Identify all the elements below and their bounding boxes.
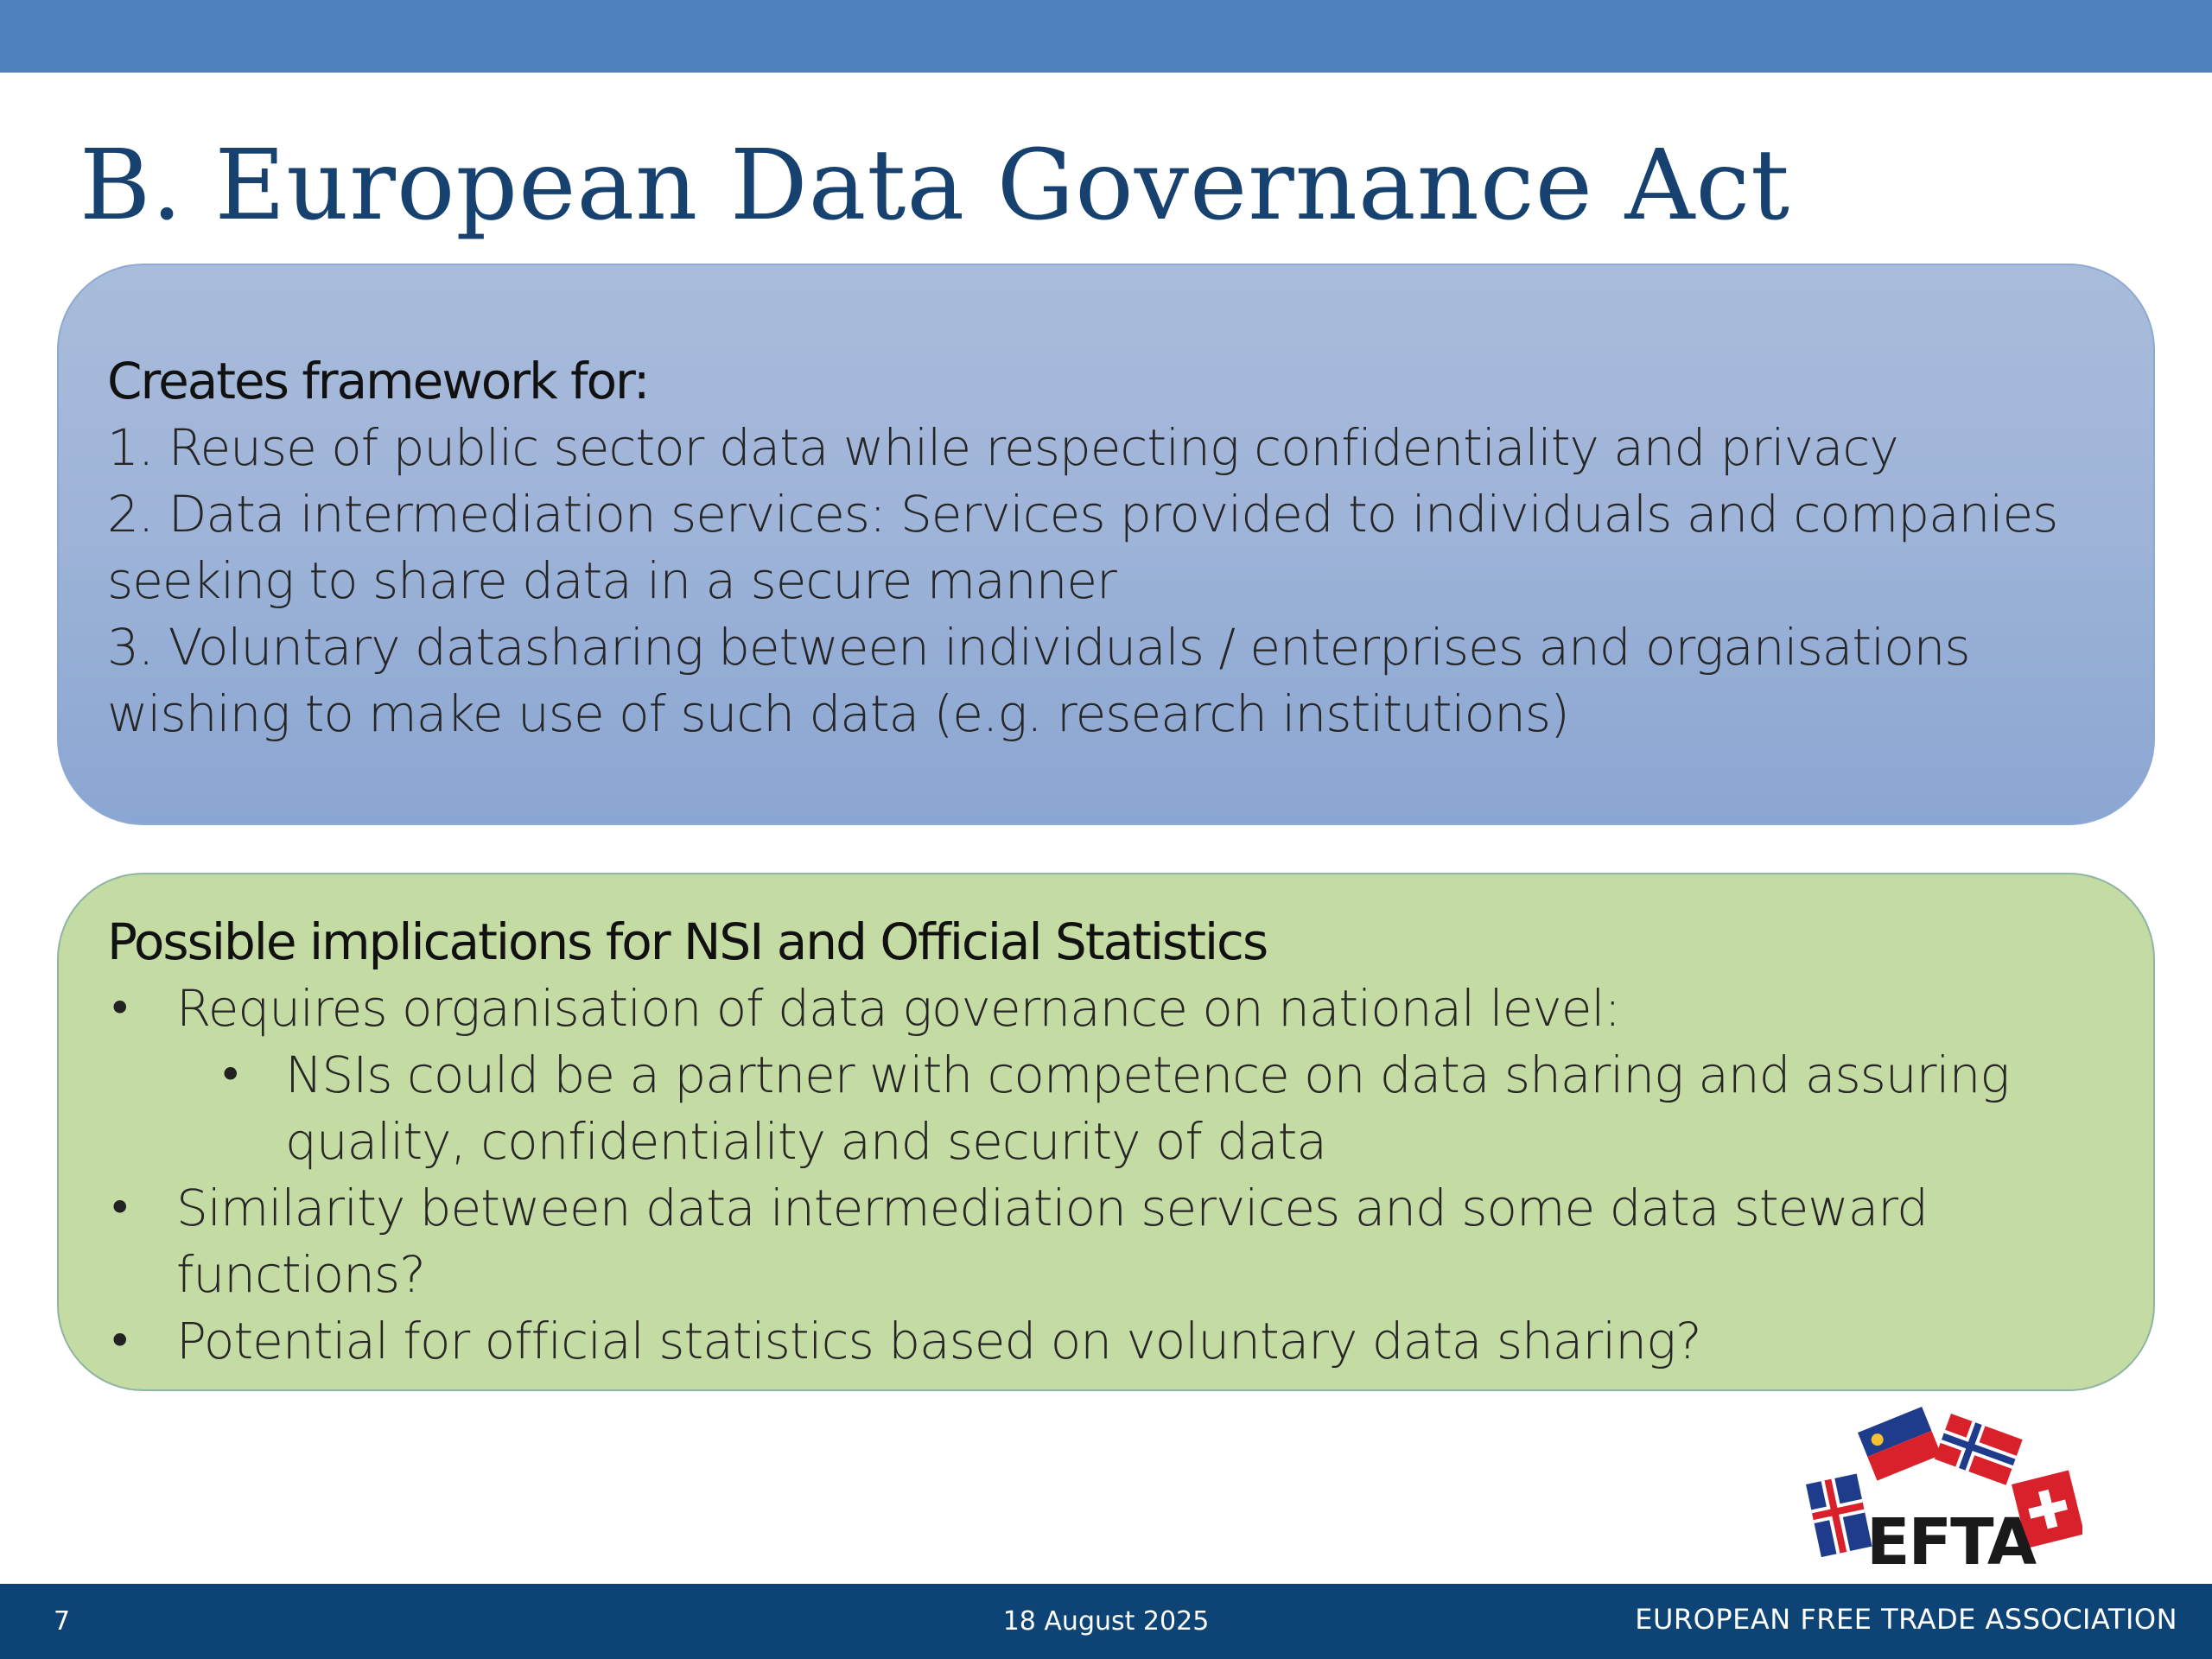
framework-line: seeking to share data in a secure manner [107, 551, 1116, 610]
bullet-icon: • [107, 983, 133, 1033]
footer-organisation: EUROPEAN FREE TRADE ASSOCIATION [1635, 1603, 2177, 1636]
framework-heading: Creates framework for: [107, 352, 649, 410]
implications-heading: Possible implications for NSI and Official Statistics [107, 912, 1268, 971]
footer [0, 1584, 2212, 1659]
bullet-text: Similarity between data intermediation services and some data steward [176, 1179, 1928, 1237]
bullet-text-continued: functions? [176, 1245, 425, 1304]
bullet-icon: • [218, 1050, 244, 1100]
bullet-text: NSIs could be a partner with competence on data sharing and assuring [285, 1046, 2010, 1104]
framework-box [57, 264, 2155, 825]
slide-title: B. European Data Governance Act [79, 130, 1791, 242]
bullet-text: Potential for official statistics based on voluntary data sharing? [176, 1312, 1701, 1370]
framework-line: wishing to make use of such data (e.g. research institutions) [107, 684, 1569, 743]
footer-date: 18 August 2025 [1002, 1606, 1210, 1637]
bullet-text: Requires organisation of data governance on national level: [176, 979, 1621, 1038]
bullet-item [107, 1175, 2105, 1308]
framework-line: 3. Voluntary datasharing between individuals / enterprises and organisations [107, 618, 1970, 677]
page-number: 7 [54, 1606, 71, 1637]
bullet-item [107, 1308, 2105, 1375]
framework-line: 1. Reuse of public sector data while respecting confidentiality and privacy [107, 418, 1898, 477]
bullet-item [107, 976, 2105, 1042]
implications-box [57, 873, 2155, 1391]
bullet-icon: • [107, 1316, 133, 1366]
bullet-icon: • [107, 1183, 133, 1233]
top-bar [0, 0, 2212, 73]
efta-logo-text: EFTA [1866, 1505, 2036, 1580]
sub-bullet-item [107, 1042, 2105, 1175]
bullet-text-continued: quality, confidentiality and security of data [285, 1112, 1326, 1171]
framework-line: 2. Data intermediation services: Services provided to individuals and companies [107, 485, 2058, 543]
